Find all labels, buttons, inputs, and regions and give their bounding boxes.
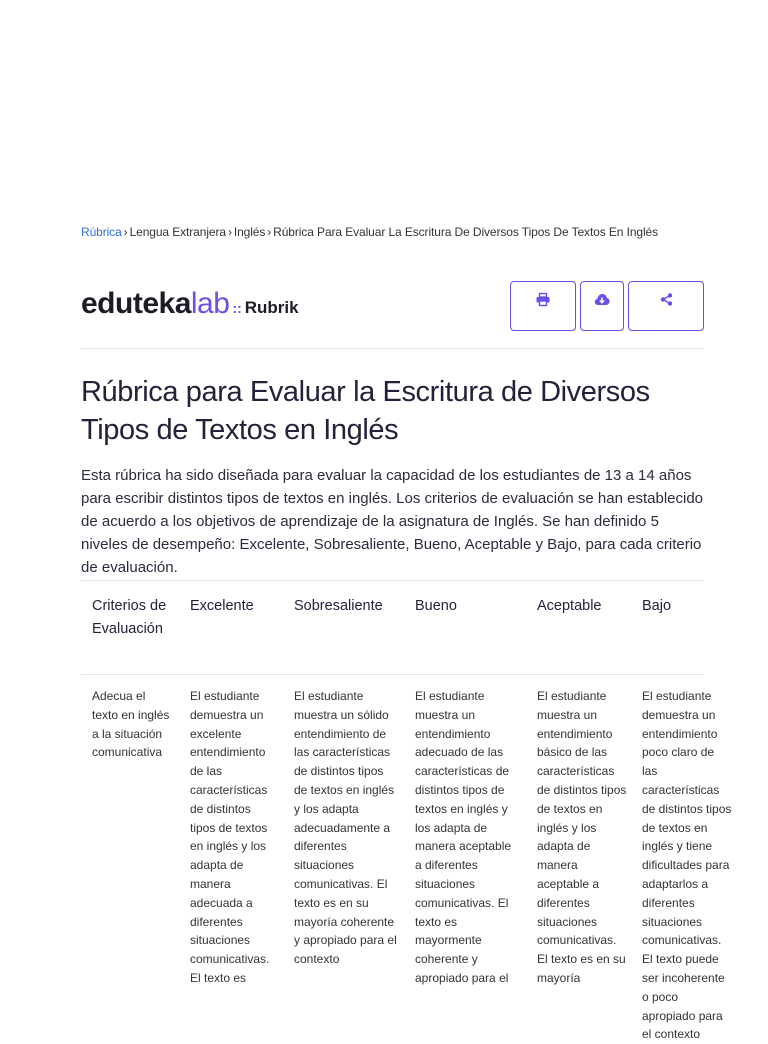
table-cell-excelente: El estudiante demuestra un excelente entendimiento de las características de distintos tipos de textos en inglés y los adapta de manera adecuada a diferentes situaciones comunicativas. El texto es: [190, 689, 270, 985]
header-divider: [81, 348, 704, 349]
chevron-right-icon: ›: [123, 225, 128, 239]
logo-text-eduteka: eduteka: [81, 287, 191, 320]
printer-icon: [536, 293, 550, 306]
edutekalab-logo[interactable]: [81, 287, 299, 323]
breadcrumb-item-ingles[interactable]: Inglés: [233, 225, 266, 239]
page-header: [81, 281, 704, 333]
print-button[interactable]: [510, 281, 576, 331]
table-cell-criterio: Adecua el texto en inglés a la situación comunicativa: [92, 689, 170, 760]
table-cell-sobresaliente: El estudiante muestra un sólido entendimiento de las características de distintos tipos de textos en inglés y los adapta adecuadamente a diferentes situaciones comunicativas. El texto es en su mayoría coherente y apropiado para el contexto: [294, 689, 397, 967]
column-header-criterios: Criterios de Evaluación: [92, 598, 167, 637]
rubric-description: Esta rúbrica ha sido diseñada para evaluar la capacidad de los estudiantes de 13 a 14 años para escribir distintos tipos de textos en inglés. Los criterios de evaluación se han establecido de acuerdo a los objetivos de aprendizaje de la asignatura de Inglés. Se han definido 5 niveles de desempeño: Excelente, Sobresaliente, Bueno, Aceptable y Bajo, para cada criterio de evaluación.: [81, 467, 704, 576]
table-cell-bueno: El estudiante muestra un entendimiento adecuado de las características de distintos tipos de textos en inglés y los adapta de manera aceptable a diferentes situaciones comunicativas. El texto es mayormente coherente y apropiado para el: [415, 689, 512, 985]
column-header-bueno: Bueno: [415, 598, 457, 614]
page-title: Rúbrica para Evaluar la Escritura de Diversos Tipos de Textos en Inglés: [81, 376, 650, 446]
table-cell-bajo: El estudiante demuestra un entendimiento poco claro de las características de distintos tipos de textos en inglés y tiene dificultades para adaptarlos a diferentes situaciones comunicativas. El texto puede ser incoherente o poco apropiado para el contexto: [642, 689, 732, 1042]
column-header-excelente: Excelente: [190, 598, 254, 614]
chevron-right-icon: ›: [267, 225, 272, 239]
logo-separator: ::: [232, 300, 242, 316]
download-button[interactable]: [580, 281, 624, 331]
logo-text-rubrik: Rubrik: [244, 298, 299, 317]
column-header-aceptable: Aceptable: [537, 598, 602, 614]
breadcrumb: [81, 225, 658, 239]
breadcrumb-item-rubrica[interactable]: Rúbrica: [81, 225, 122, 239]
breadcrumb-item-current: Rúbrica Para Evaluar La Escritura De Diversos Tipos De Textos En Inglés: [273, 225, 659, 239]
rubric-table: [81, 580, 732, 1042]
logo-text-lab: lab: [190, 287, 230, 320]
breadcrumb-item-lengua-extranjera[interactable]: Lengua Extranjera: [129, 225, 226, 239]
table-cell-aceptable: El estudiante muestra un entendimiento básico de las características de distintos tipos de textos en inglés y los adapta de manera aceptable a diferentes situaciones comunicativas. El texto es en su mayoría: [537, 689, 627, 985]
column-header-bajo: Bajo: [642, 598, 672, 614]
table-header-row: [81, 580, 704, 675]
share-button[interactable]: [628, 281, 704, 331]
column-header-sobresaliente: Sobresaliente: [294, 598, 383, 614]
chevron-right-icon: ›: [227, 225, 232, 239]
cloud-download-icon: [594, 293, 610, 306]
share-icon: [660, 293, 673, 306]
